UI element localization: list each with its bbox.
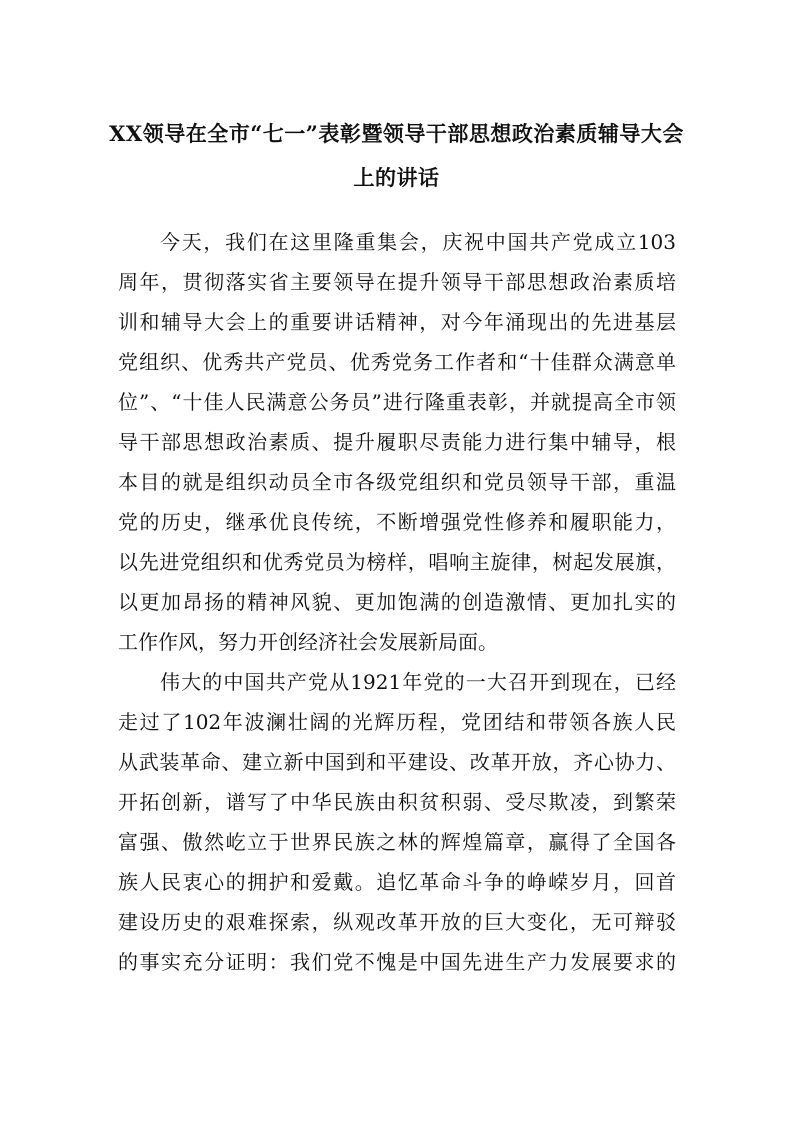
paragraph-2-line: 的事实充分证明：我们党不愧是中国先进生产力发展要求的 bbox=[118, 950, 676, 974]
paragraph-2-line: 建设历史的艰难探索，纵观改革开放的巨大变化，无可辩驳 bbox=[118, 910, 676, 934]
paragraph-1-line: 本目的就是组织动员全市各级党组织和党员领导干部，重温 bbox=[118, 470, 676, 494]
paragraph-1-line: 工作作风，努力开创经济社会发展新局面。 bbox=[118, 630, 498, 654]
paragraph-2-line: 富强、傲然屹立于世界民族之林的辉煌篇章，赢得了全国各 bbox=[118, 830, 676, 854]
paragraph-2-line: 开拓创新，谱写了中华民族由积贫积弱、受尽欺凌，到繁荣 bbox=[118, 790, 676, 814]
paragraph-1-line: 以先进党组织和优秀党员为榜样，唱响主旋律，树起发展旗， bbox=[118, 550, 676, 574]
paragraph-2-line: 伟大的中国共产党从1921年党的一大召开到现在，已经 bbox=[160, 670, 676, 694]
title-line-2: 上的讲话 bbox=[353, 165, 440, 190]
paragraph-1-line: 今天，我们在这里隆重集会，庆祝中国共产党成立103 bbox=[160, 230, 676, 254]
paragraph-2-line: 族人民衷心的拥护和爱戴。追忆革命斗争的峥嵘岁月，回首 bbox=[118, 870, 676, 894]
document-title bbox=[100, 112, 693, 200]
paragraph-1-line: 党组织、优秀共产党员、优秀党务工作者和“十佳群众满意单 bbox=[118, 350, 676, 374]
paragraph-1-line: 位”、“十佳人民满意公务员”进行隆重表彰，并就提高全市领 bbox=[118, 390, 676, 414]
paragraph-1-line: 训和辅导大会上的重要讲话精神，对今年涌现出的先进基层 bbox=[118, 310, 676, 334]
title-line-1: XX领导在全市“七一”表彰暨领导干部思想政治素质辅导大会 bbox=[109, 121, 684, 146]
paragraph-1-line: 党的历史，继承优良传统，不断增强党性修养和履职能力， bbox=[118, 510, 676, 534]
paragraph-1-line: 周年，贯彻落实省主要领导在提升领导干部思想政治素质培 bbox=[118, 270, 676, 294]
paragraph-2-line: 走过了102年波澜壮阔的光辉历程，党团结和带领各族人民 bbox=[118, 710, 676, 734]
paragraph-2-line: 从武装革命、建立新中国到和平建设、改革开放，齐心协力、 bbox=[118, 750, 676, 774]
paragraph-1-line: 以更加昂扬的精神风貌、更加饱满的创造激情、更加扎实的 bbox=[118, 590, 676, 614]
paragraph-1-line: 导干部思想政治素质、提升履职尽责能力进行集中辅导，根 bbox=[118, 430, 676, 454]
